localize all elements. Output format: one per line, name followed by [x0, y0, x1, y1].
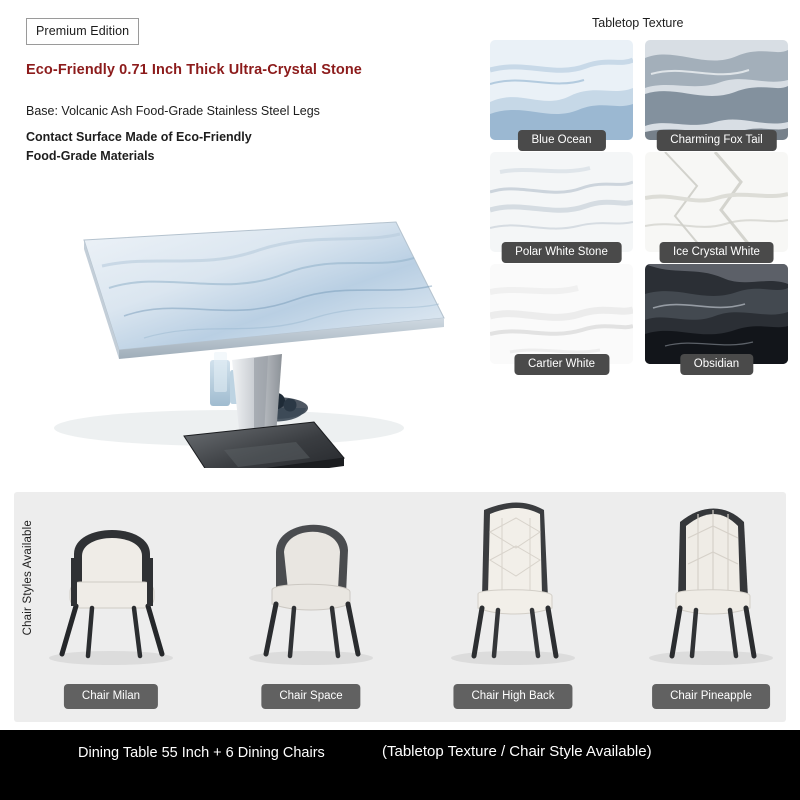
texture-swatch — [645, 152, 788, 252]
chair-cell-pineapple[interactable] — [618, 498, 800, 713]
base-description: Base: Volcanic Ash Food-Grade Stainless Steel Legs — [26, 104, 320, 118]
chair-cell-space[interactable] — [218, 498, 404, 713]
chair-cell-high-back[interactable] — [420, 498, 606, 713]
page-title: Eco-Friendly 0.71 Inch Thick Ultra-Crystal Stone — [26, 62, 362, 78]
texture-label: Obsidian — [680, 354, 753, 375]
chair-styles-label: Chair Styles Available — [22, 520, 34, 636]
chair-cell-milan[interactable] — [18, 498, 204, 713]
texture-swatch — [490, 264, 633, 364]
tabletop-texture-title: Tabletop Texture — [592, 16, 684, 30]
texture-swatch — [645, 40, 788, 140]
surface-description: Contact Surface Made of Eco-Friendly Food-Grade Materials — [26, 130, 252, 163]
chair-label: Chair Pineapple — [652, 684, 770, 709]
chair-label: Chair Space — [261, 684, 360, 709]
chair-image — [420, 498, 606, 673]
chair-image — [618, 498, 800, 673]
footer-options-note: (Tabletop Texture / Chair Style Available) — [382, 743, 652, 760]
texture-label: Polar White Stone — [501, 242, 622, 263]
footer-bar — [0, 730, 800, 800]
texture-swatch — [490, 40, 633, 140]
texture-swatch — [645, 264, 788, 364]
texture-label: Blue Ocean — [517, 130, 605, 151]
dining-table-image — [14, 178, 464, 468]
chair-image — [18, 498, 204, 673]
texture-swatch — [490, 152, 633, 252]
texture-grid — [490, 40, 788, 370]
chair-label: Chair High Back — [453, 684, 572, 709]
texture-cell-charming-fox-tail[interactable] — [645, 40, 788, 146]
texture-cell-ice-crystal-white[interactable] — [645, 152, 788, 258]
texture-label: Charming Fox Tail — [656, 130, 776, 151]
chair-label: Chair Milan — [64, 684, 158, 709]
texture-cell-polar-white-stone[interactable] — [490, 152, 633, 258]
texture-cell-blue-ocean[interactable] — [490, 40, 633, 146]
texture-label: Ice Crystal White — [659, 242, 774, 263]
premium-edition-badge: Premium Edition — [26, 18, 139, 45]
texture-cell-obsidian[interactable] — [645, 264, 788, 370]
texture-label: Cartier White — [514, 354, 609, 375]
footer-product-title: Dining Table 55 Inch + 6 Dining Chairs — [78, 745, 325, 761]
chair-image — [218, 498, 404, 673]
texture-cell-cartier-white[interactable] — [490, 264, 633, 370]
